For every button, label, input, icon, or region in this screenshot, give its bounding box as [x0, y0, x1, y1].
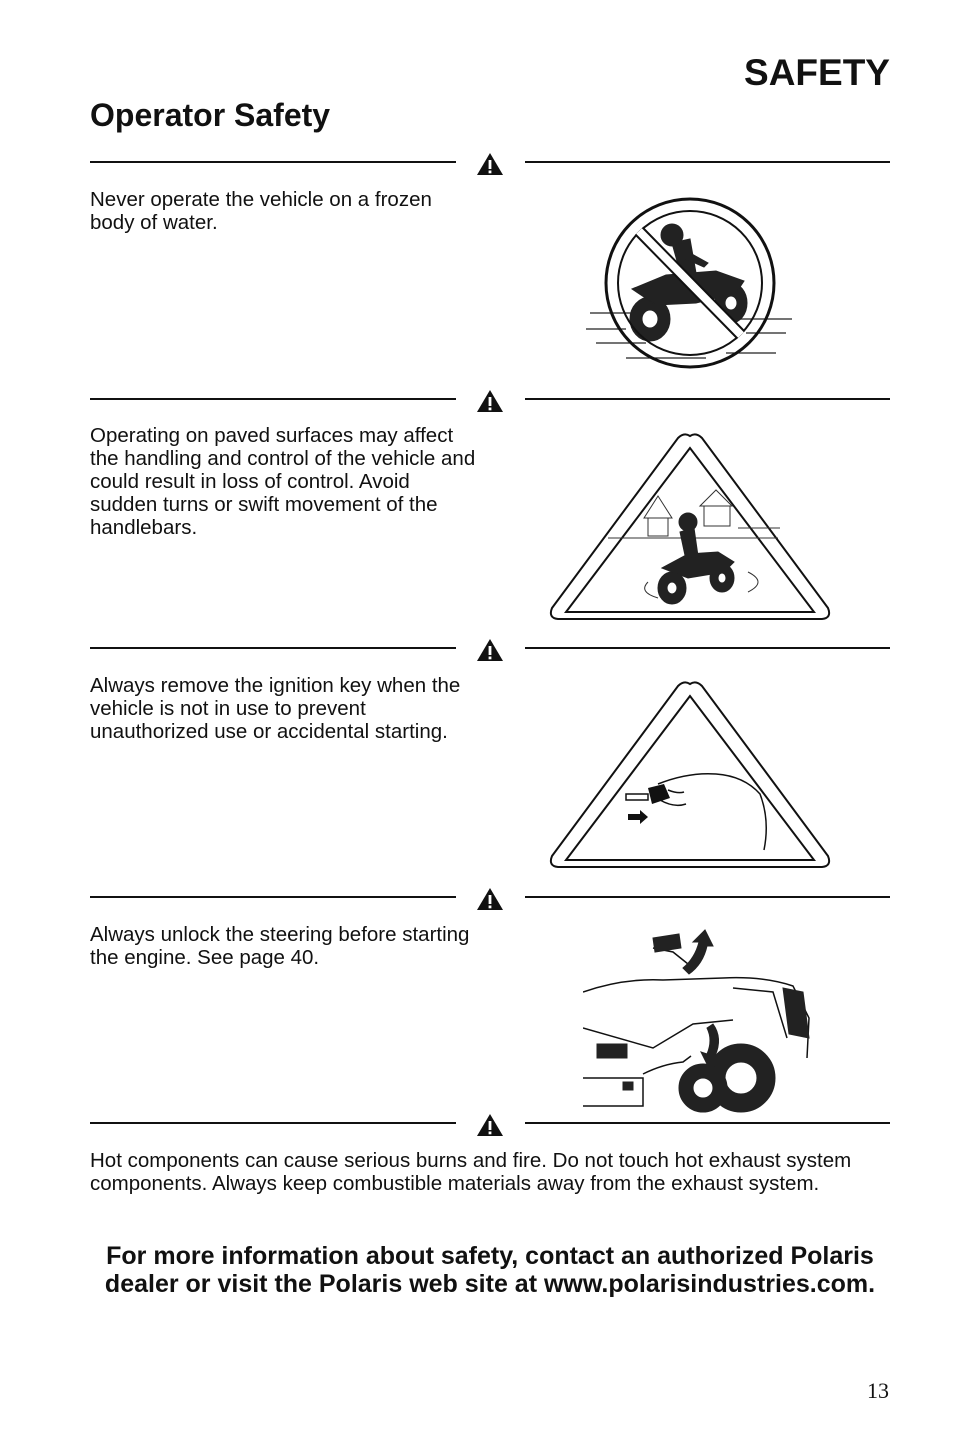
warning-text: Always remove the ignition key when the vehicle is not in use to prevent unauthorized use or accidental starting. — [90, 674, 461, 743]
warning-text: Never operate the vehicle on a frozen body of water. — [90, 188, 432, 234]
no-atv-on-ice-icon — [586, 193, 794, 373]
divider-right — [525, 161, 890, 163]
divider-right — [525, 647, 890, 649]
divider-right — [525, 398, 890, 400]
remove-ignition-key-icon — [548, 680, 832, 870]
divider-right — [525, 1122, 890, 1124]
divider-left — [90, 398, 456, 400]
warning-text: Hot components can cause serious burns and fire. Do not touch hot exhaust system components. Always keep combustible materials away from the exhaust system. — [90, 1149, 852, 1195]
divider-left — [90, 1122, 456, 1124]
divider-right — [525, 896, 890, 898]
warning-triangle-icon — [476, 887, 504, 911]
safety-info-note: For more information about safety, contact an authorized Polaris dealer or visit the Polaris web site at www.polarisindustries.com. — [104, 1242, 876, 1298]
warning-text: Always unlock the steering before starting the engine. See page 40. — [90, 923, 470, 969]
warning-triangle-icon — [476, 389, 504, 413]
warning-triangle-icon — [476, 638, 504, 662]
chapter-title: SAFETY — [744, 52, 890, 93]
section-title: Operator Safety — [90, 97, 331, 133]
divider-left — [90, 647, 456, 649]
warning-text: Operating on paved surfaces may affect the handling and control of the vehicle and could result in loss of control. Avoid sudden turns or swift movement of the handlebars. — [90, 424, 476, 539]
divider-left — [90, 896, 456, 898]
atv-paved-surface-icon — [548, 432, 832, 622]
divider-left — [90, 161, 456, 163]
steering-lock-icon — [583, 928, 813, 1114]
page-number: 13 — [867, 1378, 889, 1403]
warning-triangle-icon — [476, 1113, 504, 1137]
warning-triangle-icon — [476, 152, 504, 176]
